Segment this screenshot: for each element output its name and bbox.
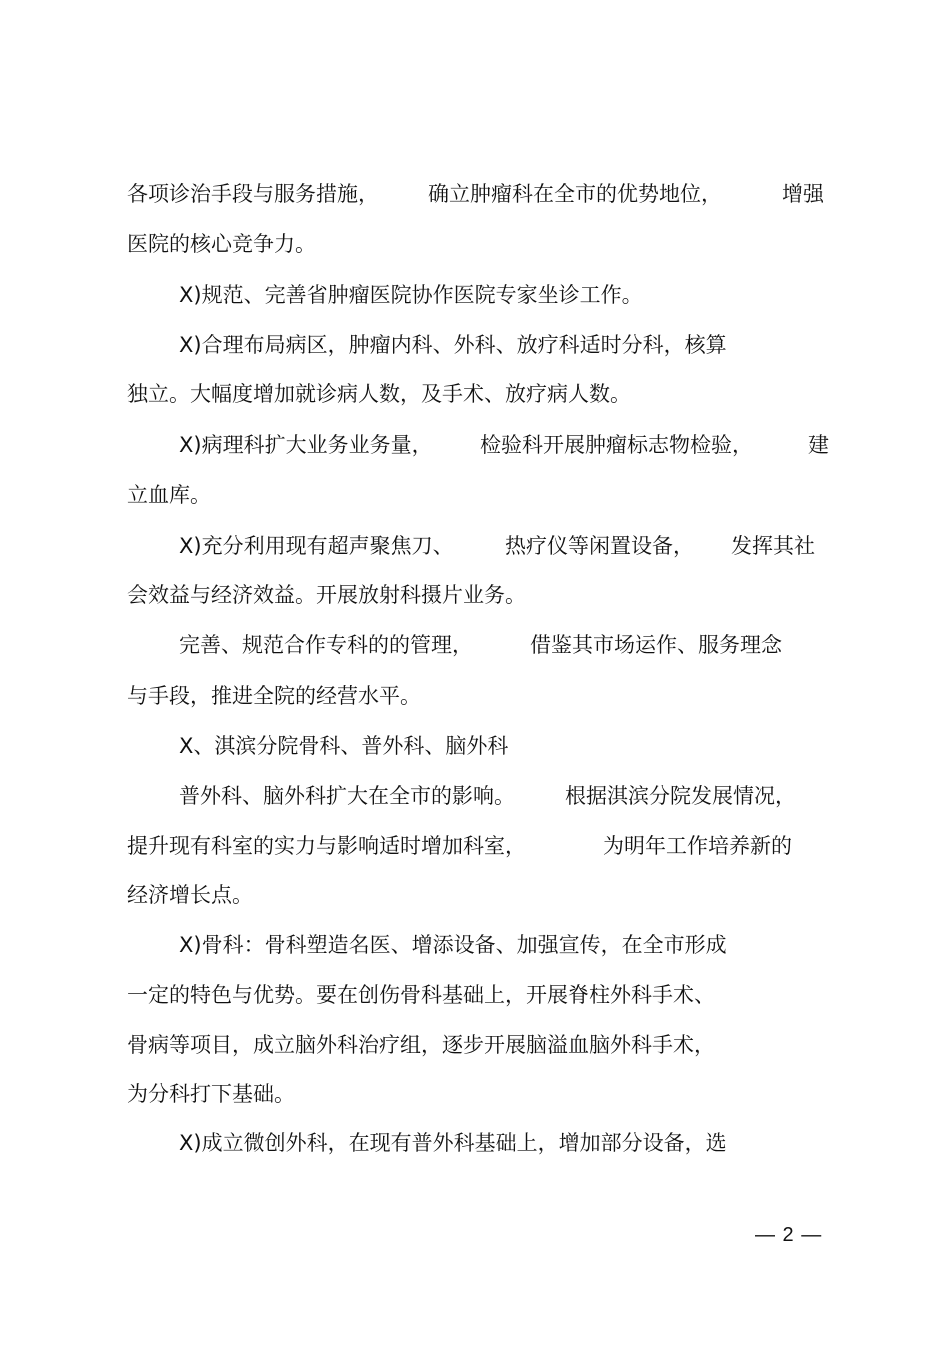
text-segment: 为明年工作培养新的 xyxy=(603,834,792,858)
text-segment: 增强 xyxy=(782,182,824,206)
text-segment: 为分科打下基础。 xyxy=(127,1082,295,1106)
text-segment: 热疗仪等闲置设备， xyxy=(505,534,694,558)
text-segment: 独立。大幅度增加就诊病人数，及手术、放疗病人数。 xyxy=(127,382,631,406)
text-segment: 确立肿瘤科在全市的优势地位， xyxy=(428,182,722,206)
text-segment: X、淇滨分院骨科、普外科、脑外科 xyxy=(179,734,509,758)
text-segment: 立血库。 xyxy=(127,483,211,507)
text-segment: 提升现有科室的实力与影响适时增加科室， xyxy=(127,834,526,858)
text-segment: 检验科开展肿瘤标志物检验， xyxy=(480,433,753,457)
text-segment: X)规范、完善省肿瘤医院协作医院专家坐诊工作。 xyxy=(179,283,643,307)
text-segment: 根据淇滨分院发展情况， xyxy=(565,784,796,808)
text-segment: 各项诊治手段与服务措施， xyxy=(127,182,379,206)
text-segment: X)骨科：骨科塑造名医、增添设备、加强宣传，在全市形成 xyxy=(179,933,727,957)
text-segment: 完善、规范合作专科的的管理， xyxy=(179,633,473,657)
text-segment: 与手段，推进全院的经营水平。 xyxy=(127,684,421,708)
text-segment: 骨病等项目，成立脑外科治疗组，逐步开展脑溢血脑外科手术， xyxy=(127,1033,715,1057)
text-segment: X)充分利用现有超声聚焦刀、 xyxy=(179,534,454,558)
text-segment: X)病理科扩大业务业务量， xyxy=(179,433,433,457)
text-segment: X)成立微创外科，在现有普外科基础上，增加部分设备，选 xyxy=(179,1131,727,1155)
text-segment: 建 xyxy=(808,433,829,457)
text-segment: 发挥其社 xyxy=(731,534,815,558)
text-segment: 会效益与经济效益。开展放射科摄片业务。 xyxy=(127,583,526,607)
text-segment: X)合理布局病区，肿瘤内科、外科、放疗科适时分科，核算 xyxy=(179,333,727,357)
text-segment: 经济增长点。 xyxy=(127,883,253,907)
text-segment: 一定的特色与优势。要在创伤骨科基础上，开展脊柱外科手术、 xyxy=(127,983,715,1007)
page-number: — 2 — xyxy=(755,1224,823,1246)
text-segment: 借鉴其市场运作、服务理念 xyxy=(530,633,782,657)
text-segment: 普外科、脑外科扩大在全市的影响。 xyxy=(179,784,515,808)
text-line xyxy=(0,1130,727,1208)
text-segment: 医院的核心竞争力。 xyxy=(127,232,316,256)
